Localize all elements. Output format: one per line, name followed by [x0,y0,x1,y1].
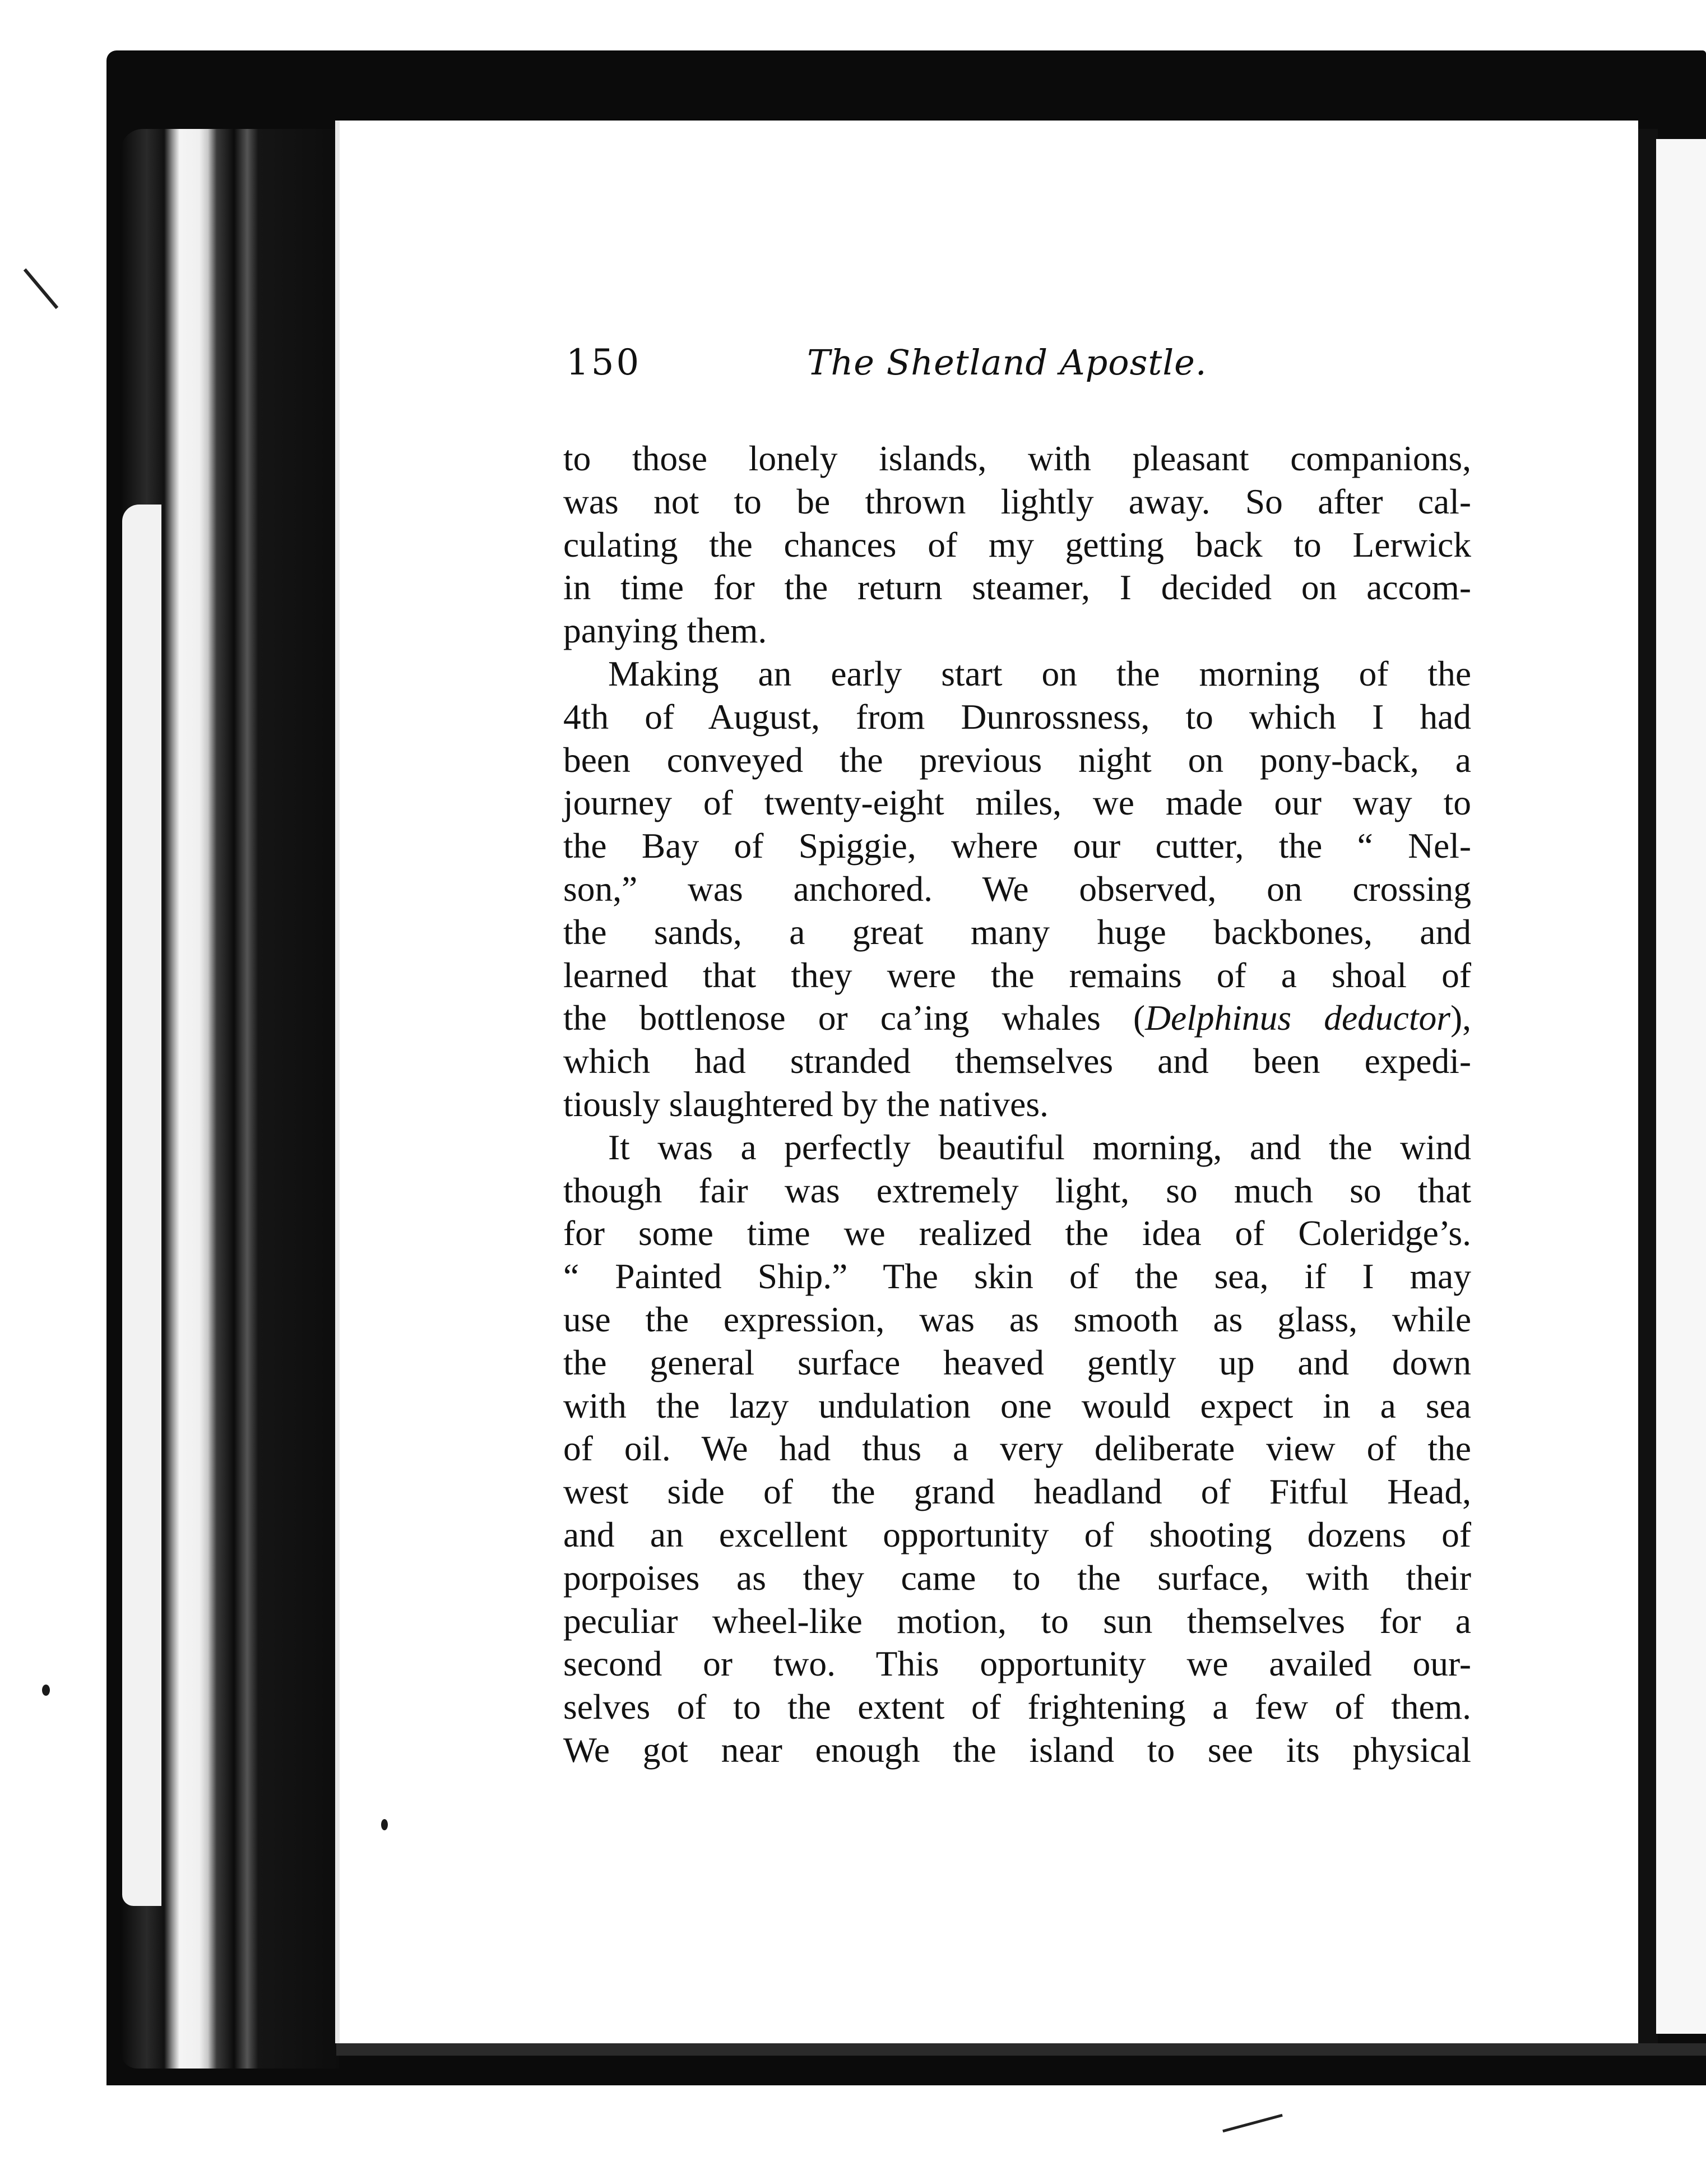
text-line: journey of twenty-eight miles, we made our way to [563,783,1471,823]
text-line: which had stranded themselves and been expedi- [563,1041,1471,1081]
scan-mark [1222,2114,1283,2132]
text-line: was not to be thrown lightly away. So after cal- [563,481,1471,521]
text-line: tiously slaughtered by the natives. [563,1084,1049,1124]
text-line: with the lazy undulation one would expect in a sea [563,1385,1471,1426]
text-line: panying them. [563,610,767,651]
text-line: Making an early start on the morning of the [608,653,1471,693]
text-line: selves of to the extent of frightening a few of them. [563,1687,1471,1727]
text-line: “ Painted Ship.” The skin of the sea, if I may [563,1256,1471,1297]
text-line: been conveyed the previous night on pony-back, a [563,739,1471,780]
scan-speck [42,1685,50,1696]
text-line: second or two. This opportunity we availed our- [563,1644,1471,1684]
text-line: the bottlenose or ca’ing whales (Delphinus deductor), [563,998,1471,1038]
text-line: porpoises as they came to the surface, with their [563,1557,1471,1598]
text-line: to those lonely islands, with pleasant companions, [563,438,1471,478]
text-line: the sands, a great many huge backbones, and [563,911,1471,952]
text-line: It was a perfectly beautiful morning, and the wind [608,1127,1471,1167]
scan-speck [381,1819,388,1830]
text-line: of oil. We had thus a very deliberate view of the [563,1428,1471,1469]
text-line: west side of the grand headland of Fitful Head, [563,1472,1471,1512]
gutter-shadow [1635,129,1658,2046]
facing-page-edge [1656,139,1706,2034]
scan-mark [24,269,58,309]
text-line: use the expression, was as smooth as glass, while [563,1299,1471,1339]
text-line: son,” was anchored. We observed, on crossing [563,868,1471,909]
text-line: 4th of August, from Dunrossness, to which I had [563,696,1471,737]
left-page-fold [122,505,161,1906]
text-line: culating the chances of my getting back to Lerwick [563,524,1471,564]
text-line: for some time we realized the idea of Coleridge’s. [563,1213,1471,1253]
text-line: We got near enough the island to see its physical [563,1729,1471,1770]
running-title: The Shetland Apostle. [807,342,1207,383]
text-line: the Bay of Spiggie, where our cutter, the “ Nel- [563,826,1471,866]
text-line: peculiar wheel-like motion, to sun themselves for a [563,1600,1471,1641]
running-head [566,342,1222,398]
page-bottom-shadow [336,2043,1706,2056]
text-line: learned that they were the remains of a shoal of [563,955,1471,995]
text-line: though fair was extremely light, so much so that [563,1170,1471,1210]
body-text [563,437,1471,1772]
text-line: in time for the return steamer, I decided on accom- [563,567,1471,608]
text-line: and an excellent opportunity of shooting dozens of [563,1514,1471,1554]
text-line: the general surface heaved gently up and down [563,1342,1471,1382]
page-number: 150 [566,342,642,383]
